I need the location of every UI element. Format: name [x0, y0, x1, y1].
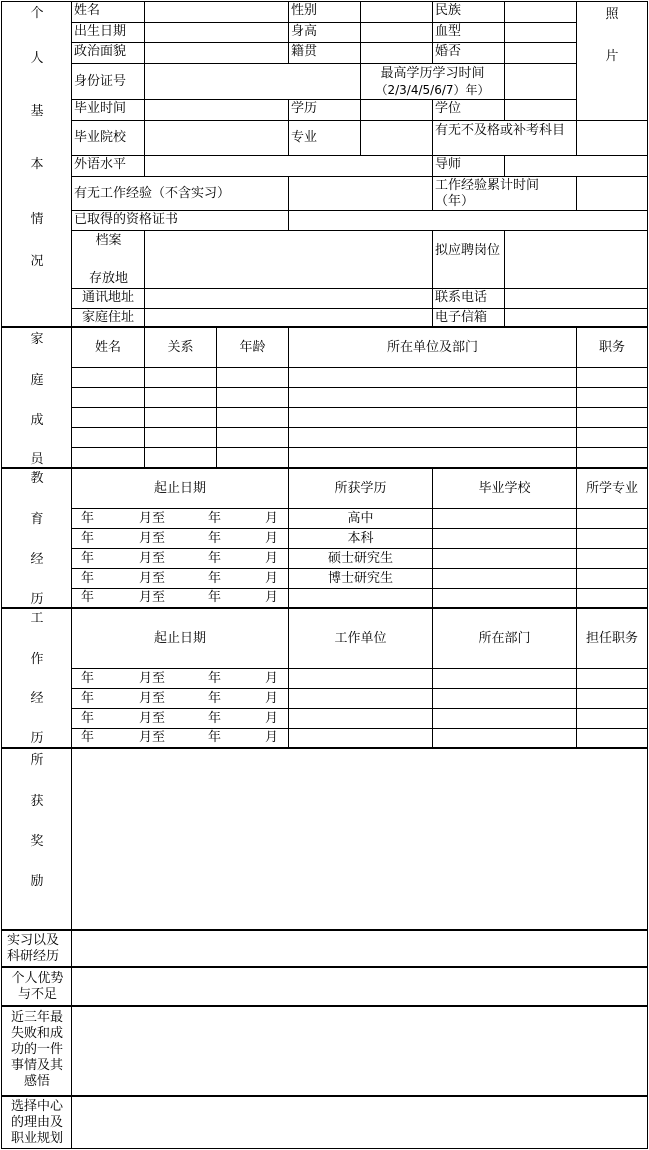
date-part-text: 月至 [139, 730, 166, 745]
work-company-cell[interactable] [289, 729, 433, 747]
major-label-text: 专业 [291, 130, 318, 145]
work-header-company: 工作单位 [289, 609, 433, 669]
edu-school-cell[interactable] [433, 509, 577, 529]
major-field[interactable] [361, 121, 433, 156]
edu-school-cell[interactable] [433, 589, 577, 607]
date-part-text: 年 [81, 551, 95, 566]
date-part-text: 年 [81, 671, 95, 686]
edu-school-cell[interactable] [433, 569, 577, 589]
work-side-label [2, 609, 72, 747]
side-char: 所 [30, 753, 44, 768]
date-range-cell[interactable] [72, 709, 289, 729]
side-char: 家 [30, 332, 44, 347]
work-company-cell[interactable] [289, 689, 433, 709]
date-part-text: 月 [265, 691, 279, 706]
ethnicity-field[interactable] [505, 2, 577, 23]
side-char: 历 [30, 592, 44, 607]
edu-degree-cell[interactable]: 博士研究生 [289, 569, 433, 589]
family-cell[interactable] [145, 368, 217, 388]
certificates-field[interactable] [289, 211, 647, 231]
experience-field[interactable] [72, 1007, 647, 1095]
awards-side-label [2, 749, 72, 929]
date-range-cell[interactable] [72, 569, 289, 589]
family-cell[interactable] [577, 368, 647, 388]
side-char: 励 [30, 874, 44, 889]
family-cell[interactable] [577, 448, 647, 467]
gender-field[interactable] [361, 2, 433, 23]
foreign-language-label: 外语水平 [72, 156, 145, 177]
birth-date-field[interactable] [145, 23, 289, 43]
date-part-text: 年 [81, 590, 95, 605]
major-label [289, 121, 361, 156]
phone-field[interactable] [505, 289, 647, 309]
family-header-workplace: 所在单位及部门 [289, 328, 577, 368]
family-header-name: 姓名 [72, 328, 145, 368]
edu-degree-cell[interactable]: 本科 [289, 529, 433, 549]
work-experience-label-text: 有无工作经验（不含实习） [74, 185, 231, 201]
work-experience-label [72, 177, 289, 211]
family-cell[interactable] [72, 408, 145, 428]
date-part-text: 月至 [139, 531, 166, 546]
position-label: 拟应聘岗位 [433, 231, 505, 289]
certificates-label: 已取得的资格证书 [72, 211, 289, 231]
personal-info-side-label [2, 2, 72, 326]
strengths-label: 个人优势与不足 [2, 968, 72, 1005]
work-title-cell[interactable] [577, 709, 647, 729]
side-char: 作 [30, 652, 44, 667]
work-department-cell[interactable] [433, 669, 577, 689]
date-part-text: 月 [265, 511, 279, 526]
awards-section [1, 748, 648, 930]
date-part-text: 年 [81, 711, 95, 726]
awards-field[interactable] [72, 749, 647, 929]
date-part-text: 年 [208, 711, 222, 726]
phone-label: 联系电话 [433, 289, 505, 309]
date-part-text: 月至 [139, 711, 166, 726]
native-place-field[interactable] [361, 43, 433, 64]
study-years-label [361, 64, 505, 100]
family-cell[interactable] [72, 388, 145, 408]
photo-label-char: 照 [605, 7, 619, 22]
edu-major-cell[interactable] [577, 569, 647, 589]
family-cell[interactable] [217, 388, 289, 408]
id-number-label-text: 身份证号 [74, 73, 127, 89]
date-part-text: 月 [265, 711, 279, 726]
work-years-label [433, 177, 577, 211]
side-char: 历 [30, 731, 44, 746]
edu-header-school: 毕业学校 [433, 469, 577, 509]
study-years-field[interactable] [505, 64, 577, 100]
side-char: 员 [30, 452, 44, 467]
experience-label: 近三年最失败和成功的一件事情及其感悟 [2, 1007, 72, 1095]
date-part-text: 月 [265, 551, 279, 566]
work-experience-field[interactable] [289, 177, 433, 211]
side-char: 本 [30, 157, 44, 172]
family-cell[interactable] [72, 428, 145, 448]
family-cell[interactable] [577, 428, 647, 448]
side-char: 人 [30, 51, 44, 66]
position-field[interactable] [505, 231, 647, 289]
blood-type-label: 血型 [433, 23, 505, 43]
side-char: 经 [30, 691, 44, 706]
date-part-text: 年 [81, 531, 95, 546]
edu-school-cell[interactable] [433, 529, 577, 549]
marital-status-field[interactable] [505, 43, 577, 64]
work-department-cell[interactable] [433, 689, 577, 709]
edu-degree-cell[interactable] [289, 589, 433, 607]
advisor-label: 导师 [433, 156, 505, 177]
side-char: 奖 [30, 834, 44, 849]
edu-degree-cell[interactable]: 高中 [289, 509, 433, 529]
family-header-title: 职务 [577, 328, 647, 368]
home-address-field[interactable] [145, 309, 433, 326]
date-part-text: 年 [81, 730, 95, 745]
reason-label: 选择中心的理由及职业规划 [2, 1097, 72, 1148]
advisor-field[interactable] [505, 156, 647, 177]
side-char: 成 [30, 413, 44, 428]
study-years-line1: 最高学历学习时间 [380, 66, 485, 81]
work-header-department: 所在部门 [433, 609, 577, 669]
photo-label-char: 片 [605, 49, 619, 64]
edu-major-cell[interactable] [577, 529, 647, 549]
family-side-label [2, 328, 72, 467]
photo-area[interactable] [577, 2, 647, 121]
date-part-text: 年 [81, 571, 95, 586]
edu-major-cell[interactable] [577, 549, 647, 569]
height-field[interactable] [361, 23, 433, 43]
date-part-text: 月至 [139, 590, 166, 605]
marital-status-label: 婚否 [433, 43, 505, 64]
family-section [1, 327, 648, 468]
work-department-cell[interactable] [433, 709, 577, 729]
family-cell[interactable] [289, 408, 577, 428]
family-cell[interactable] [577, 408, 647, 428]
school-field[interactable] [145, 121, 289, 156]
home-address-label: 家庭住址 [72, 309, 145, 326]
blood-type-field[interactable] [505, 23, 577, 43]
strengths-field[interactable] [72, 968, 647, 1005]
reason-section [1, 1096, 648, 1149]
family-cell[interactable] [289, 428, 577, 448]
failed-exam-field[interactable] [577, 121, 647, 156]
internship-field[interactable] [72, 931, 647, 966]
foreign-language-field[interactable] [145, 156, 433, 177]
name-label: 姓名 [72, 2, 145, 23]
work-header-dates: 起止日期 [72, 609, 289, 669]
strengths-section [1, 967, 648, 1006]
edu-major-cell[interactable] [577, 589, 647, 607]
archive-location-field[interactable] [145, 231, 433, 289]
side-char: 工 [30, 611, 44, 626]
study-years-line2: （2/3/4/5/6/7）年） [375, 83, 490, 97]
side-char: 况 [30, 254, 44, 269]
degree-label: 学位 [433, 100, 505, 121]
family-cell[interactable] [145, 408, 217, 428]
date-part-text: 年 [81, 511, 95, 526]
reason-field[interactable] [72, 1097, 647, 1148]
family-cell[interactable] [577, 388, 647, 408]
archive-location-label [72, 231, 145, 289]
native-place-label: 籍贯 [289, 43, 361, 64]
edu-header-degree: 所获学历 [289, 469, 433, 509]
education-section [1, 468, 648, 608]
height-label: 身高 [289, 23, 361, 43]
family-cell[interactable] [145, 448, 217, 467]
date-range-cell[interactable] [72, 689, 289, 709]
school-label-text: 毕业院校 [74, 130, 127, 145]
work-title-cell[interactable] [577, 669, 647, 689]
graduation-time-label: 毕业时间 [72, 100, 145, 121]
edu-header-major: 所学专业 [577, 469, 647, 509]
school-label [72, 121, 145, 156]
family-cell[interactable] [217, 368, 289, 388]
birth-date-label: 出生日期 [72, 23, 145, 43]
failed-exam-label: 有无不及格或补考科目 [433, 121, 577, 156]
date-part-text: 月 [265, 571, 279, 586]
family-cell[interactable] [217, 408, 289, 428]
date-part-text: 月至 [139, 691, 166, 706]
date-part-text: 月 [265, 671, 279, 686]
date-part-text: 月至 [139, 551, 166, 566]
work-header-title: 担任职务 [577, 609, 647, 669]
family-cell[interactable] [289, 388, 577, 408]
edu-header-dates: 起止日期 [72, 469, 289, 509]
political-status-label: 政治面貌 [72, 43, 145, 64]
date-part-text: 月 [265, 531, 279, 546]
family-cell[interactable] [217, 428, 289, 448]
address-field[interactable] [145, 289, 433, 309]
family-cell[interactable] [145, 428, 217, 448]
family-cell[interactable] [72, 368, 145, 388]
address-label: 通讯地址 [72, 289, 145, 309]
date-part-text: 月 [265, 590, 279, 605]
date-part-text: 年 [208, 551, 222, 566]
date-range-cell[interactable] [72, 669, 289, 689]
work-years-line1: 工作经验累计时间 [435, 178, 540, 193]
education-label: 学历 [289, 100, 361, 121]
email-label: 电子信箱 [433, 309, 505, 326]
date-part-text: 月至 [139, 671, 166, 686]
work-years-field[interactable] [577, 177, 647, 211]
side-char: 基 [30, 104, 44, 119]
internship-section [1, 930, 648, 967]
education-side-label [2, 469, 72, 607]
internship-label: 实习以及科研经历 [2, 931, 72, 966]
email-field[interactable] [505, 309, 647, 326]
date-part-text: 年 [208, 571, 222, 586]
id-number-field[interactable] [145, 64, 361, 100]
work-title-cell[interactable] [577, 689, 647, 709]
date-range-cell[interactable] [72, 589, 289, 607]
date-part-text: 年 [208, 730, 222, 745]
edu-degree-cell[interactable]: 硕士研究生 [289, 549, 433, 569]
archive-line2: 存放地 [88, 271, 128, 286]
date-part-text: 年 [208, 691, 222, 706]
side-char: 情 [30, 212, 44, 227]
political-status-field[interactable] [145, 43, 289, 64]
side-char: 获 [30, 794, 44, 809]
date-part-text: 年 [81, 691, 95, 706]
name-field[interactable] [145, 2, 289, 23]
work-title-cell[interactable] [577, 729, 647, 747]
date-part-text: 年 [208, 511, 222, 526]
family-cell[interactable] [289, 448, 577, 467]
date-part-text: 年 [208, 531, 222, 546]
work-company-cell[interactable] [289, 669, 433, 689]
graduation-time-field[interactable] [145, 100, 289, 121]
family-cell[interactable] [145, 388, 217, 408]
side-char: 教 [30, 471, 44, 486]
family-cell[interactable] [289, 368, 577, 388]
date-range-cell[interactable] [72, 509, 289, 529]
side-char: 个 [30, 6, 44, 21]
ethnicity-label: 民族 [433, 2, 505, 23]
date-part-text: 月至 [139, 571, 166, 586]
family-cell[interactable] [72, 448, 145, 467]
family-cell[interactable] [217, 448, 289, 467]
date-part-text: 月 [265, 730, 279, 745]
date-range-cell[interactable] [72, 549, 289, 569]
family-header-age: 年龄 [217, 328, 289, 368]
date-part-text: 年 [208, 590, 222, 605]
degree-field[interactable] [505, 100, 577, 121]
work-years-line2: （年） [435, 194, 475, 209]
date-range-cell[interactable] [72, 529, 289, 549]
edu-school-cell[interactable] [433, 549, 577, 569]
work-section [1, 608, 648, 748]
archive-line1: 档案 [95, 233, 122, 248]
work-department-cell[interactable] [433, 729, 577, 747]
side-char: 育 [30, 512, 44, 527]
side-char: 经 [30, 552, 44, 567]
edu-major-cell[interactable] [577, 509, 647, 529]
id-number-label [72, 64, 145, 100]
date-part-text: 年 [208, 671, 222, 686]
gender-label: 性别 [289, 2, 361, 23]
experience-section [1, 1006, 648, 1096]
personal-info-section [1, 1, 648, 327]
date-range-cell[interactable] [72, 729, 289, 747]
family-header-relation: 关系 [145, 328, 217, 368]
side-char: 庭 [30, 373, 44, 388]
date-part-text: 月至 [139, 511, 166, 526]
work-company-cell[interactable] [289, 709, 433, 729]
education-field[interactable] [361, 100, 433, 121]
